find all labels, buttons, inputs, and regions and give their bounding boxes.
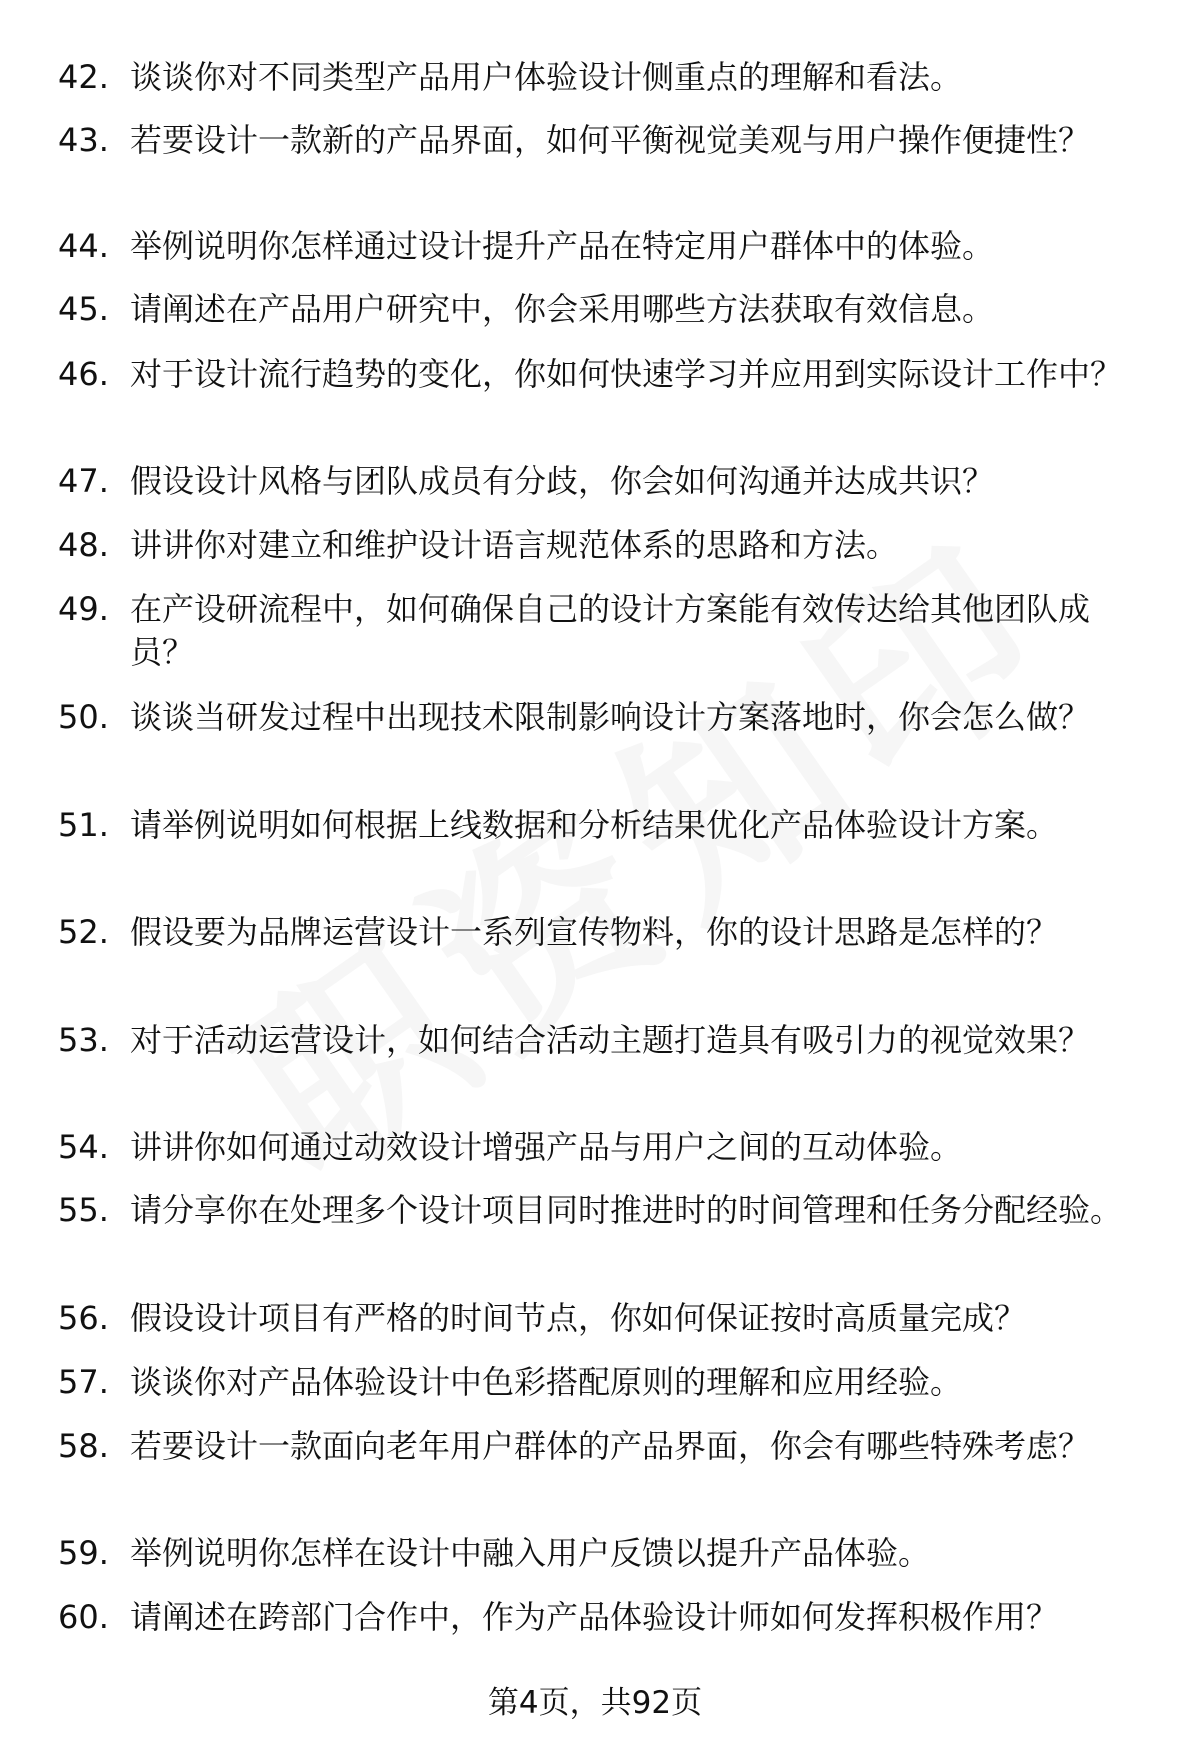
question-text: 讲讲你如何通过动效设计增强产品与用户之间的互动体验。 [130, 1128, 963, 1166]
question-text: 谈谈你对产品体验设计中色彩搭配原则的理解和应用经验。 [130, 1363, 963, 1401]
question-text: 谈谈你对不同类型产品用户体验设计侧重点的理解和看法。 [130, 58, 963, 96]
question-text: 谈谈当研发过程中出现技术限制影响设计方案落地时，你会怎么做？ [130, 698, 1091, 736]
question-number: 48. [58, 526, 109, 564]
question-number: 54. [58, 1128, 109, 1166]
question-text: 举例说明你怎样通过设计提升产品在特定用户群体中的体验。 [130, 227, 995, 265]
page-number: 第4页，共92页 [487, 1685, 703, 1721]
question-number: 58. [58, 1427, 109, 1465]
watermark [175, 469, 1085, 1233]
question-number: 47. [58, 462, 109, 500]
question-number: 44. [58, 227, 109, 265]
question-text: 对于设计流行趋势的变化，你如何快速学习并应用到实际设计工作中？ [130, 355, 1123, 393]
question-text: 若要设计一款面向老年用户群体的产品界面，你会有哪些特殊考虑？ [130, 1427, 1091, 1465]
question-text: 假设设计风格与团队成员有分歧，你会如何沟通并达成共识？ [130, 462, 995, 500]
question-number: 50. [58, 698, 109, 736]
question-text: 若要设计一款新的产品界面，如何平衡视觉美观与用户操作便捷性？ [130, 121, 1091, 159]
question-text: 在产设研流程中，如何确保自己的设计方案能有效传达给其他团队成员？ [130, 590, 1091, 671]
question-number: 60. [58, 1598, 109, 1636]
question-text: 对于活动运营设计，如何结合活动主题打造具有吸引力的视觉效果？ [130, 1021, 1091, 1059]
question-number: 49. [58, 590, 109, 628]
question-number: 46. [58, 355, 109, 393]
question-number: 59. [58, 1534, 109, 1572]
question-text: 举例说明你怎样在设计中融入用户反馈以提升产品体验。 [130, 1534, 931, 1572]
question-number: 57. [58, 1363, 109, 1401]
question-text: 请阐述在跨部门合作中，作为产品体验设计师如何发挥积极作用？ [130, 1598, 1059, 1636]
question-text: 假设要为品牌运营设计一系列宣传物料，你的设计思路是怎样的？ [130, 913, 1059, 951]
question-text: 假设设计项目有严格的时间节点，你如何保证按时高质量完成？ [130, 1299, 1027, 1337]
question-text: 请阐述在产品用户研究中，你会采用哪些方法获取有效信息。 [130, 290, 995, 328]
question-number: 45. [58, 290, 109, 328]
question-text: 请分享你在处理多个设计项目同时推进时的时间管理和任务分配经验。 [130, 1191, 1123, 1229]
question-number: 56. [58, 1299, 109, 1337]
question-number: 42. [58, 58, 109, 96]
question-text: 讲讲你对建立和维护设计语言规范体系的思路和方法。 [130, 526, 899, 564]
question-number: 51. [58, 806, 109, 844]
question-number: 53. [58, 1021, 109, 1059]
question-number: 55. [58, 1191, 109, 1229]
question-number: 52. [58, 913, 109, 951]
question-text: 请举例说明如何根据上线数据和分析结果优化产品体验设计方案。 [130, 806, 1059, 844]
question-number: 43. [58, 121, 109, 159]
